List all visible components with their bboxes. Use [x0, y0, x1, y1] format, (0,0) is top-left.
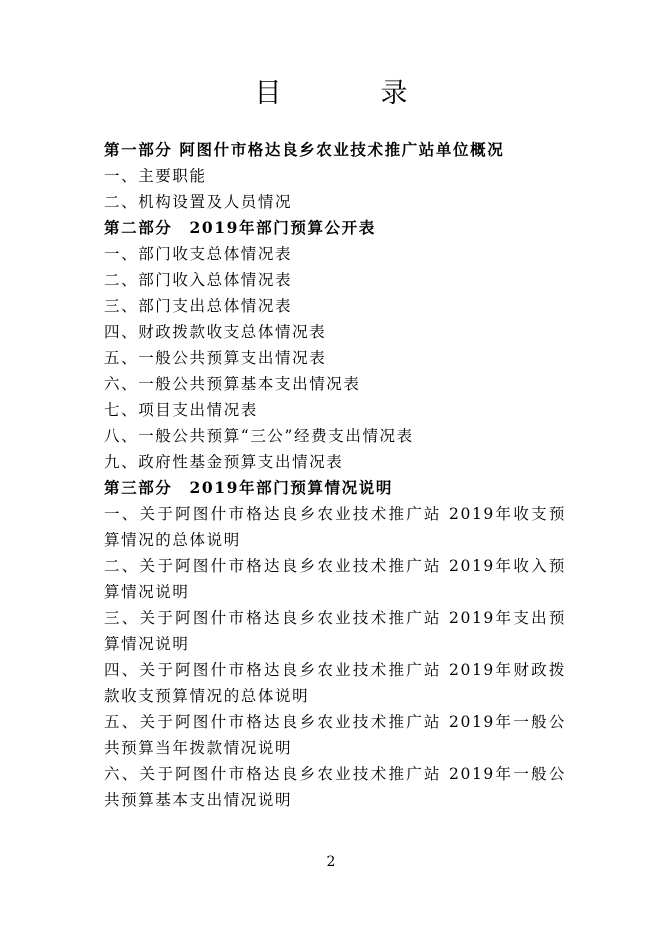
- toc-entry: 七、项目支出情况表: [104, 401, 258, 419]
- toc-part-heading: 第三部分 2019年部门预算情况说明: [104, 478, 393, 497]
- toc-entry: 二、部门收入总体情况表: [104, 271, 293, 289]
- toc-entry: 九、政府性基金预算支出情况表: [104, 453, 344, 471]
- toc-entry: 二、机构设置及人员情况: [104, 193, 293, 211]
- toc-entry: 三、关于阿图什市格达良乡农业技术推广站 2019年支出预算情况说明: [104, 609, 566, 653]
- toc-entry: 一、部门收支总体情况表: [104, 245, 293, 263]
- toc-entry: 四、关于阿图什市格达良乡农业技术推广站 2019年财政拨款收支预算情况的总体说明: [104, 661, 566, 705]
- toc-part-heading: 第一部分 阿图什市格达良乡农业技术推广站单位概况: [104, 140, 505, 159]
- toc-entry: 一、主要职能: [104, 167, 207, 185]
- toc-entry: 八、一般公共预算“三公”经费支出情况表: [104, 427, 414, 445]
- table-of-contents: [104, 137, 566, 813]
- toc-entry: 五、关于阿图什市格达良乡农业技术推广站 2019年一般公共预算当年拨款情况说明: [104, 713, 566, 757]
- toc-entry: 五、一般公共预算支出情况表: [104, 349, 327, 367]
- toc-entry: 六、一般公共预算基本支出情况表: [104, 375, 361, 393]
- toc-part-heading: 第二部分 2019年部门预算公开表: [104, 218, 376, 237]
- toc-entry: 一、关于阿图什市格达良乡农业技术推广站 2019年收支预算情况的总体说明: [104, 505, 566, 549]
- page-number: 2: [326, 854, 336, 870]
- toc-entry: 三、部门支出总体情况表: [104, 297, 293, 315]
- toc-entry: 二、关于阿图什市格达良乡农业技术推广站 2019年收入预算情况说明: [104, 557, 566, 601]
- page-title: 目 录: [254, 78, 444, 109]
- toc-entry: 六、关于阿图什市格达良乡农业技术推广站 2019年一般公共预算基本支出情况说明: [104, 765, 566, 809]
- toc-entry: 四、财政拨款收支总体情况表: [104, 323, 327, 341]
